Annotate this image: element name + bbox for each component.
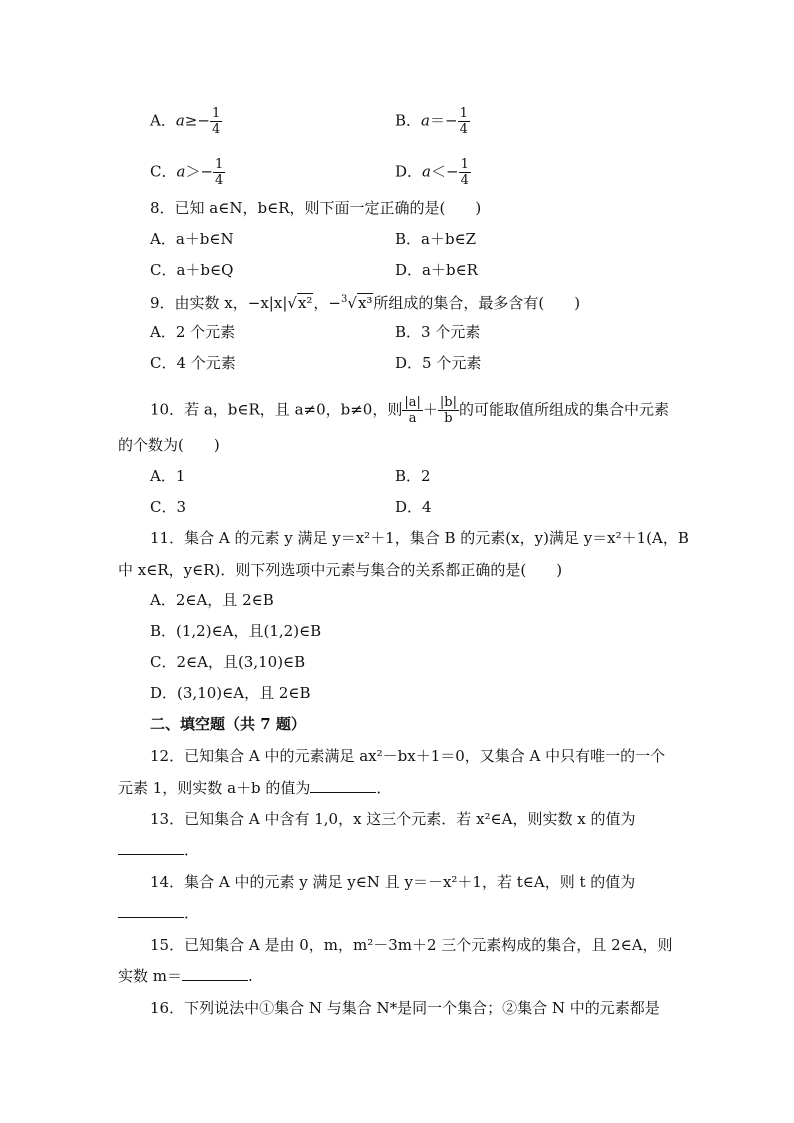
q9-option-c: C．4 个元素 [150, 354, 236, 372]
q13-stem-line2: ． [118, 840, 199, 860]
answer-blank[interactable] [310, 778, 376, 793]
relation: ≥− [184, 111, 210, 130]
fraction: $\frac{|b|}{b}$ [439, 395, 457, 426]
q9-option-a: A．2 个元素 [150, 323, 236, 341]
q11-stem-line2: 中 x∈R，y∈R)．则下列选项中元素与集合的关系都正确的是( ) [118, 561, 563, 579]
q12-stem: 12．已知集合 A 中的元素满足 ax²－bx＋1＝0，又集合 A 中只有唯一的一个 [150, 747, 666, 765]
q14-stem-line2: ． [118, 903, 199, 923]
q10-stem: 10．若 a，b∈R，且 a≠0，b≠0，则 $\frac{|a|}{a}$ ＋ $\frac{|b|}{b}$ 的可能取值所组成的集合中元素 [150, 395, 669, 426]
q9-option-b: B．3 个元素 [395, 323, 481, 341]
q7-option-c: C．a＞− $\frac{1}{4}$ [150, 157, 224, 188]
q11-option-a: A．2∈A，且 2∈B [150, 591, 274, 609]
q7-option-a [150, 106, 222, 137]
q10-stem-line2: 的个数为( ) [118, 436, 220, 454]
q11-option-c: C．2∈A，且(3,10)∈B [150, 653, 306, 671]
fraction: $\frac{|a|}{a}$ [404, 395, 421, 426]
q10-option-b: B．2 [395, 467, 431, 485]
q10-option-d: D．4 [395, 498, 432, 516]
fraction: $\frac{1}{4}$ [460, 157, 469, 188]
q11-option-d: D．(3,10)∈A，且 2∈B [150, 684, 311, 702]
q10-option-a: A．1 [150, 467, 186, 485]
q8-stem: 8．已知 a∈N，b∈R，则下面一定正确的是( ) [150, 199, 482, 217]
q15-stem: 15．已知集合 A 是由 0，m，m²－3m＋2 三个元素构成的集合，且 2∈A，则 [150, 936, 673, 954]
section-heading: 二、填空题（共 7 题） [150, 715, 306, 733]
fraction: $\frac{1}{4}$ [211, 106, 221, 137]
fraction: $\frac{1}{4}$ [215, 157, 224, 188]
q12-stem-line2: 元素 1，则实数 a＋b 的值为 ． [118, 779, 392, 797]
q16-stem: 16．下列说法中①集合 N 与集合 N*是同一个集合；②集合 N 中的元素都是 [150, 999, 660, 1017]
q8-option-b: B．a＋b∈Z [395, 230, 477, 248]
answer-blank[interactable] [182, 966, 248, 981]
q8-option-c: C．a＋b∈Q [150, 261, 234, 279]
q8-option-d: D．a＋b∈R [395, 261, 478, 279]
radicand: x² [297, 294, 313, 312]
q14-stem: 14．集合 A 中的元素 y 满足 y∈N 且 y＝－x²＋1，若 t∈A，则 t 的值为 [150, 873, 636, 891]
q9-stem: 9．由实数 x，−x|x|√x²，−$^3$√x³所组成的集合，最多含有( ) [150, 294, 581, 312]
q8-option-a: A．a＋b∈N [150, 230, 234, 248]
q9-option-d: D．5 个元素 [395, 354, 482, 372]
q11-option-b: B．(1,2)∈A，且(1,2)∈B [150, 622, 322, 640]
radicand: x³ [357, 294, 373, 312]
q13-stem: 13．已知集合 A 中含有 1,0，x 这三个元素．若 x²∈A，则实数 x 的值为 [150, 810, 636, 828]
q7-option-b: B．a＝− $\frac{1}{4}$ [395, 106, 468, 137]
answer-blank[interactable] [118, 903, 184, 918]
q7-option-d: D．a＜− $\frac{1}{4}$ [395, 157, 469, 188]
q11-stem: 11．集合 A 的元素 y 满足 y＝x²＋1，集合 B 的元素(x，y)满足 y＝x²＋1(A，B [150, 529, 689, 547]
option-label: A． [150, 111, 176, 130]
root-index: 3 [341, 294, 348, 305]
fraction: $\frac{1}{4}$ [459, 106, 468, 137]
q15-stem-line2: 实数 m＝ . [118, 967, 253, 985]
q10-option-c: C．3 [150, 498, 187, 516]
variable: a [175, 111, 185, 130]
answer-blank[interactable] [118, 840, 184, 855]
